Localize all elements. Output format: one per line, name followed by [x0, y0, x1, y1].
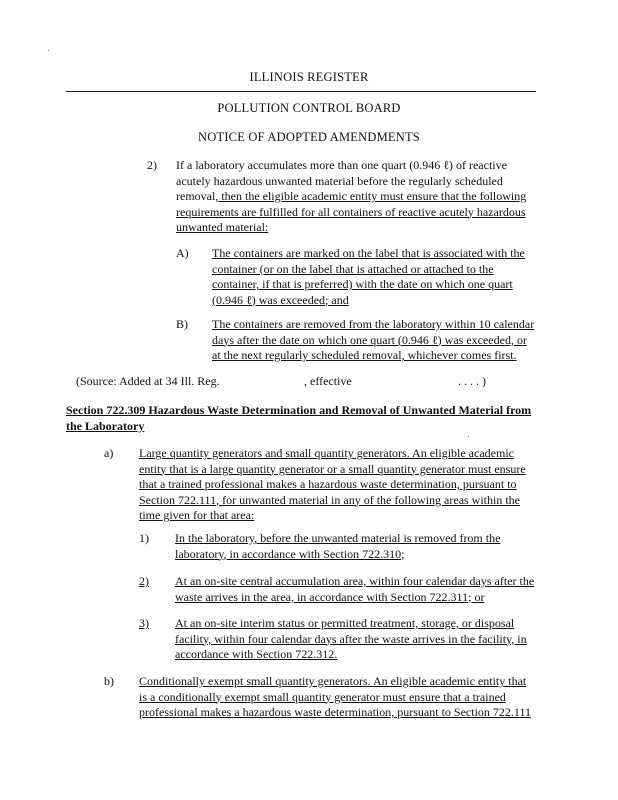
- scan-speck: [468, 436, 469, 437]
- board-title: POLLUTION CONTROL BOARD: [217, 101, 401, 115]
- item-number: a): [104, 446, 114, 460]
- source-effective: , effective: [304, 374, 352, 388]
- subitem-paragraph: In the laboratory, before the unwanted material is removed from the laboratory, in accordance with Section 722.310;: [175, 531, 501, 561]
- item-paragraph: [176, 158, 536, 236]
- subitem-paragraph: The containers are removed from the laboratory within 10 calendar days after the date on which one quart (0.946 ℓ) was exceeded, or at the next regularly scheduled removal, whichever comes first.: [212, 317, 535, 362]
- source-text: (Source: Added at 34 Ill. Reg.: [76, 374, 220, 388]
- header-rule: [66, 91, 536, 92]
- subitem-number: B): [176, 317, 188, 331]
- item-lead: If a laboratory accumulates more than one quart (0.946 ℓ) of reactive acutely hazardous unwanted material before the regularly scheduled removal,: [176, 158, 507, 203]
- subitem-number: A): [176, 246, 189, 260]
- subitem-number: 3): [139, 616, 149, 630]
- item-number: 2): [147, 158, 157, 172]
- subitem-number: 1): [139, 531, 149, 545]
- register-title: ILLINOIS REGISTER: [249, 70, 369, 84]
- subitem-paragraph: The containers are marked on the label that is associated with the container (or on the label that is attached or attached to the container, if that is preferred) with the date on which one quart (0.946 ℓ) was exceeded; and: [212, 246, 525, 307]
- item-number: b): [104, 674, 114, 688]
- scan-speck: [48, 50, 49, 51]
- item-paragraph: Conditionally exempt small quantity generators. An eligible academic entity that is a conditionally exempt small quantity generator must ensure that a trained professional makes a hazardous waste determination, pursuant to Section 722.111: [139, 674, 532, 719]
- notice-title: NOTICE OF ADOPTED AMENDMENTS: [198, 130, 420, 144]
- section-heading: Section 722.309 Hazardous Waste Determination and Removal of Unwanted Material from the Laboratory: [66, 403, 532, 433]
- subitem-paragraph: At an on-site interim status or permitted treatment, storage, or disposal facility, within four calendar days after the waste arrives in the facility, in accordance with Section 722.312.: [175, 616, 527, 661]
- subitem-paragraph: At an on-site central accumulation area, within four calendar days after the waste arrives in the area, in accordance with Section 722.311; or: [175, 574, 535, 604]
- item-rest: then the eligible academic entity must ensure that the following requirements are fulfilled for all containers of reactive acutely hazardous unwanted material:: [176, 189, 527, 234]
- subitem-number: 2): [139, 574, 149, 588]
- item-paragraph: Large quantity generators and small quantity generators. An eligible academic entity that is a large quantity generator or a small quantity generator must ensure that a trained professional makes a hazardous waste determination, pursuant to Section 722.111, for unwanted material in any of the following areas within the time given for that area:: [139, 446, 526, 522]
- source-end: . . . . ): [458, 374, 486, 388]
